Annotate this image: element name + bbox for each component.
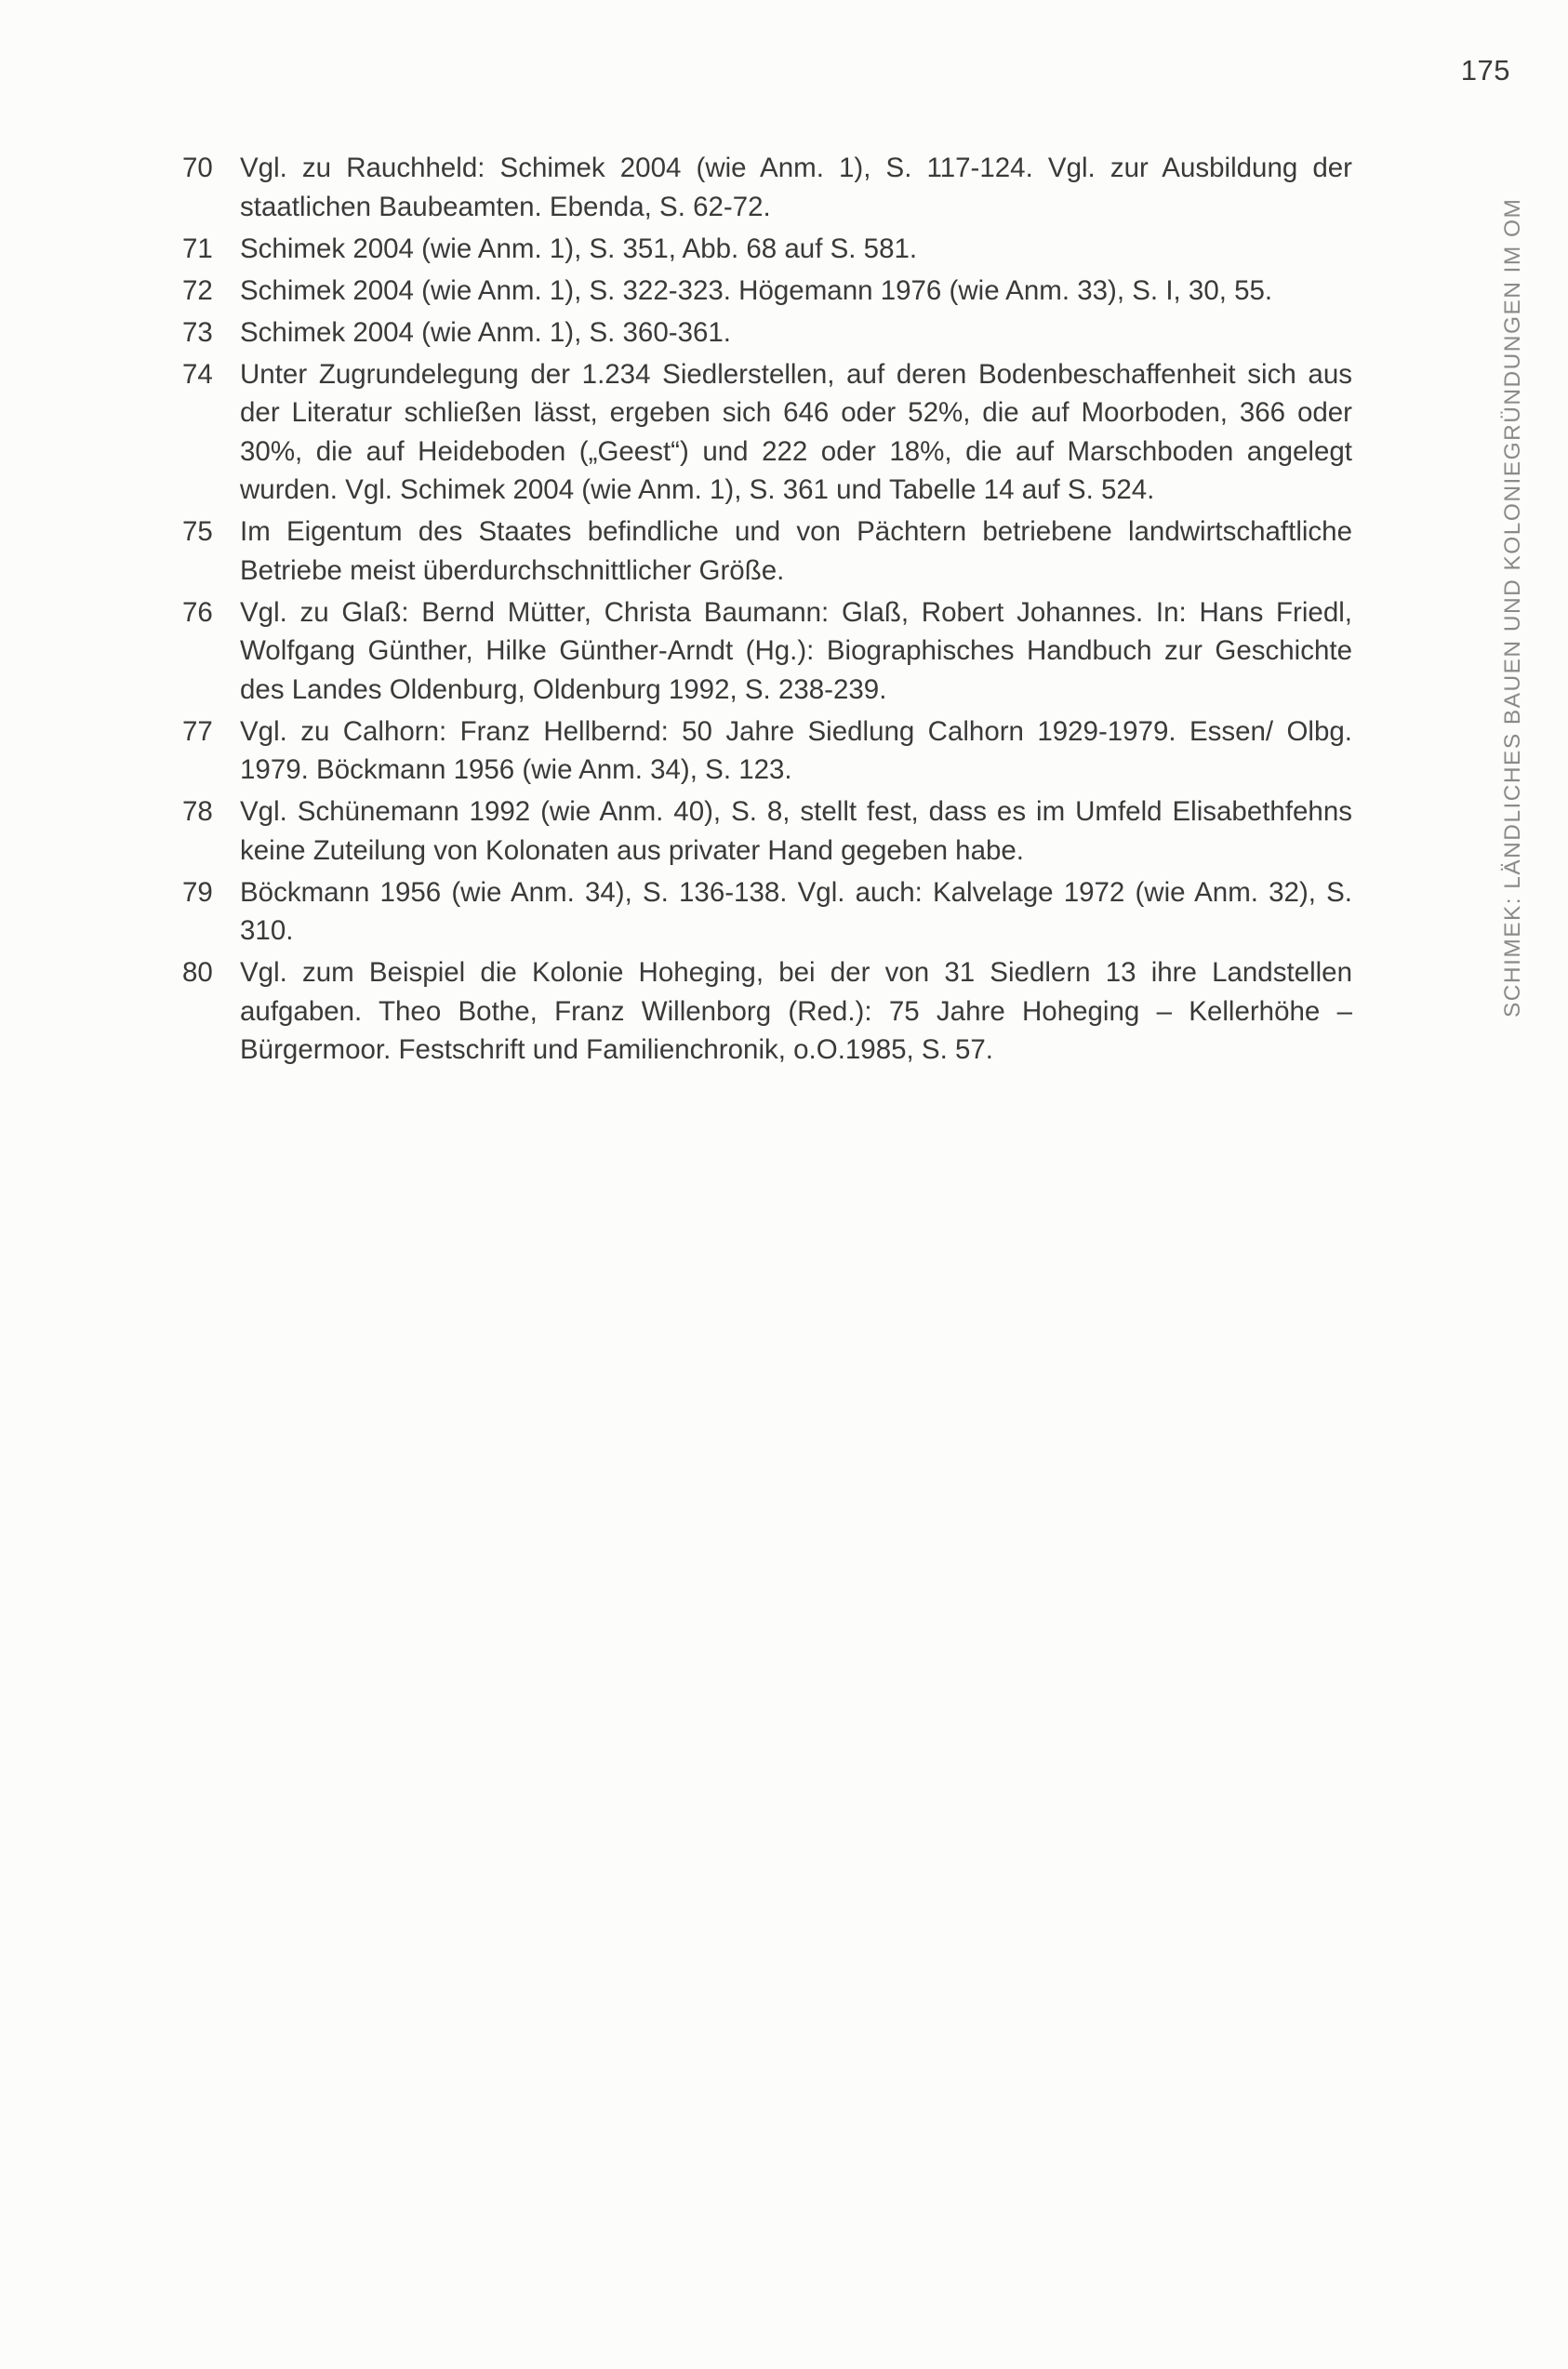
footnote-text: Vgl. zu Rauchheld: Schimek 2004 (wie Anm. 1), S. 117-124. Vgl. zur Ausbildung der staatlichen Baubeamten. Ebenda, S. 62-72. <box>240 153 1352 222</box>
footnote-75 <box>182 512 1352 590</box>
footnote-74 <box>182 355 1352 510</box>
footnote-text: Vgl. Schünemann 1992 (wie Anm. 40), S. 8, stellt fest, dass es im Umfeld Elisabethfehns keine Zuteilung von Kolonaten aus privater Hand gegeben habe. <box>240 796 1352 866</box>
footnote-78 <box>182 792 1352 870</box>
running-header-text: SCHIMEK: LÄNDLICHES BAUEN UND KOLONIEGRÜNDUNGEN IM OM <box>1500 197 1525 1018</box>
footnote-number: 70 <box>182 153 213 183</box>
footnote-number: 73 <box>182 316 213 348</box>
footnote-text: Vgl. zu Calhorn: Franz Hellbernd: 50 Jahre Siedlung Calhorn 1929-1979. Essen/ Olbg. 1979. Böckmann 1956 (wie Anm. 34), S. 123. <box>240 715 1352 785</box>
footnote-number: 76 <box>182 596 213 628</box>
footnote-text: Im Eigentum des Staates befindliche und von Pächtern betriebene landwirtschaftliche Betriebe meist überdurchschnittlicher Größe. <box>240 516 1352 586</box>
footnote-71 <box>182 230 1352 269</box>
footnote-number: 74 <box>182 358 213 390</box>
footnote-number: 78 <box>182 796 213 827</box>
footnote-80 <box>182 953 1352 1070</box>
footnote-text: Vgl. zum Beispiel die Kolonie Hoheging, bei der von 31 Siedlern 13 ihre Landstellen aufgaben. Theo Bothe, Franz Willenborg (Red.): 75 Jahre Hoheging – Kellerhöhe – Bürgermoor. Festschrift und Familienchronik, o.O.1985, S. 57. <box>240 957 1352 1065</box>
footnote-text: Schimek 2004 (wie Anm. 1), S. 351, Abb. 68 auf S. 581. <box>240 233 918 264</box>
footnote-text: Böckmann 1956 (wie Anm. 34), S. 136-138. Vgl. auch: Kalvelage 1972 (wie Anm. 32), S. 310. <box>240 876 1352 946</box>
footnote-number: 77 <box>182 715 213 747</box>
footnote-73 <box>182 313 1352 353</box>
footnote-76 <box>182 593 1352 710</box>
footnote-text: Vgl. zu Glaß: Bernd Mütter, Christa Baumann: Glaß, Robert Johannes. In: Hans Friedl, Wolfgang Günther, Hilke Günther-Arndt (Hg.): Biographisches Handbuch zur Geschichte des Landes Oldenburg, Oldenburg 1992, S. 238-239. <box>240 596 1352 705</box>
footnote-77 <box>182 712 1352 790</box>
footnote-number: 72 <box>182 274 213 306</box>
footnote-number: 75 <box>182 516 213 547</box>
footnote-number: 79 <box>182 876 213 908</box>
footnote-text: Unter Zugrundelegung der 1.234 Siedlerstellen, auf deren Bodenbeschaffenheit sich aus der Literatur schließen lässt, ergeben sich 646 oder 52%, die auf Moorboden, 366 oder 30%, die auf Heideboden („Geest“) und 222 oder 18%, die auf Marschboden angelegt wurden. Vgl. Schimek 2004 (wie Anm. 1), S. 361 und Tabelle 14 auf S. 524. <box>240 358 1352 505</box>
footnote-text: Schimek 2004 (wie Anm. 1), S. 322-323. Högemann 1976 (wie Anm. 33), S. I, 30, 55. <box>240 274 1273 306</box>
page-number: 175 <box>1460 54 1510 87</box>
footnote-text: Schimek 2004 (wie Anm. 1), S. 360-361. <box>240 316 731 348</box>
footnote-number: 80 <box>182 957 213 988</box>
footnote-number: 71 <box>182 233 213 264</box>
footnote-79 <box>182 873 1352 951</box>
footnote-72 <box>182 272 1352 311</box>
footnote-list <box>182 149 1352 1072</box>
footnote-70 <box>182 149 1352 226</box>
